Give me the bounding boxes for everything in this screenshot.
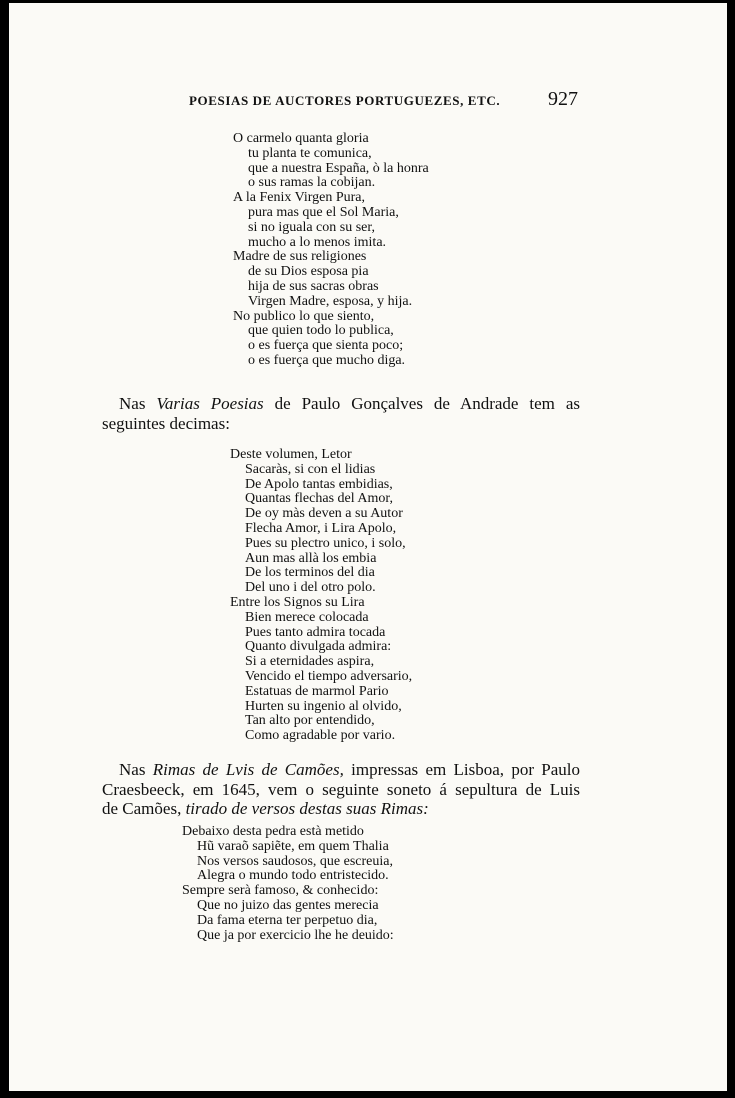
poem-line: Que ja por exercicio lhe he deuido: (197, 927, 394, 943)
paragraph-line: seguintes decimas: (102, 413, 230, 433)
poem-line: que quien todo lo publica, (248, 323, 394, 339)
poem-line: Hurten su ingenio al olvido, (245, 698, 402, 714)
paragraph-line: Nas Varias Poesias de Paulo Gonçalves de Andrade tem as (119, 394, 580, 413)
scan-border-left (0, 0, 9, 1098)
poem-line: Da fama eterna ter perpetuo dia, (197, 912, 378, 928)
poem-line: Entre los Signos su Lira (230, 594, 365, 610)
italic-phrase: tirado de versos destas suas Rimas: (185, 799, 429, 818)
poem-line: mucho a lo menos imita. (248, 234, 387, 250)
poem-carmelo (233, 132, 429, 369)
poem-line: o es fuerça que sienta poco; (248, 338, 404, 354)
scan-border-right (727, 0, 735, 1098)
page-number: 927 (548, 88, 578, 110)
poem-line: Bien merece colocada (245, 609, 369, 625)
poem-line: Sempre serà famoso, & conhecido: (182, 883, 379, 899)
poem-line: hija de sus sacras obras (248, 278, 379, 294)
poem-line: Que no juizo das gentes merecia (197, 897, 379, 913)
poem-line: Pues su plectro unico, i solo, (245, 535, 406, 551)
poem-line: O carmelo quanta gloria (233, 131, 369, 146)
poem-line: Alegra o mundo todo entristecido. (197, 868, 389, 884)
poem-line: Vencido el tiempo adversario, (245, 668, 413, 684)
poem-line: Pues tanto admira tocada (245, 624, 386, 640)
page-header (0, 88, 735, 112)
poem-line: Virgen Madre, esposa, y hija. (248, 293, 413, 309)
paragraph-line: Nas Rimas de Lvis de Camões, impressas em Lisboa, por Paulo (119, 760, 580, 779)
poem-line: Flecha Amor, i Lira Apolo, (245, 520, 397, 536)
poem-line: Nos versos saudosos, que escreuia, (197, 853, 393, 869)
poem-line: Estatuas de marmol Pario (245, 683, 389, 699)
paragraph-line: de Camões, tirado de versos destas suas Rimas: (102, 799, 429, 818)
poem-line: A la Fenix Virgen Pura, (233, 190, 366, 206)
scan-border-bottom (0, 1091, 735, 1098)
poem-line: Quanto divulgada admira: (245, 639, 392, 655)
running-title: POESIAS DE AUCTORES PORTUGUEZES, ETC. (189, 93, 501, 108)
book-title: Rimas de Lvis de Camões, (152, 760, 344, 779)
poem-line: Si a eternidades aspira, (245, 654, 375, 670)
poem-line: Madre de sus religiones (233, 249, 367, 265)
poem-line: tu planta te comunica, (248, 145, 372, 161)
book-title: Varias Poesias (156, 394, 264, 413)
poem-line: Hũ varaõ sapiẽte, em quem Thalia (197, 838, 389, 854)
poem-line: De los terminos del dia (245, 565, 375, 581)
poem-line: Debaixo desta pedra està metido (182, 824, 364, 839)
poem-line: que a nuestra España, ò la honra (248, 160, 429, 176)
poem-line: De oy màs deven a su Autor (245, 506, 403, 522)
poem-soneto (182, 825, 394, 943)
poem-line: o sus ramas la cobijan. (248, 175, 376, 191)
paragraph-line: Craesbeeck, em 1645, vem o seguinte soneto á sepultura de Luis (102, 779, 580, 799)
poem-line: Como agradable por vario. (245, 728, 396, 744)
poem-line: Del uno i del otro polo. (245, 580, 376, 596)
poem-line: Deste volumen, Letor (230, 447, 352, 462)
poem-line: Tan alto por entendido, (245, 713, 375, 729)
poem-line: si no iguala con su ser, (248, 219, 375, 235)
poem-line: pura mas que el Sol Maria, (248, 204, 399, 220)
poem-line: de su Dios esposa pia (248, 264, 369, 280)
poem-decimas (230, 448, 412, 744)
scan-border-top (0, 0, 735, 3)
poem-line: No publico lo que siento, (233, 308, 375, 324)
poem-line: Quantas flechas del Amor, (245, 491, 393, 507)
paragraph-rimas-camoes (102, 760, 580, 819)
poem-line: o es fuerça que mucho diga. (248, 352, 406, 368)
poem-line: Aun mas allà los embia (245, 550, 377, 566)
poem-line: De Apolo tantas embidias, (245, 476, 393, 492)
poem-line: Sacaràs, si con el lidias (245, 461, 376, 477)
paragraph-varias-poesias (102, 394, 580, 433)
